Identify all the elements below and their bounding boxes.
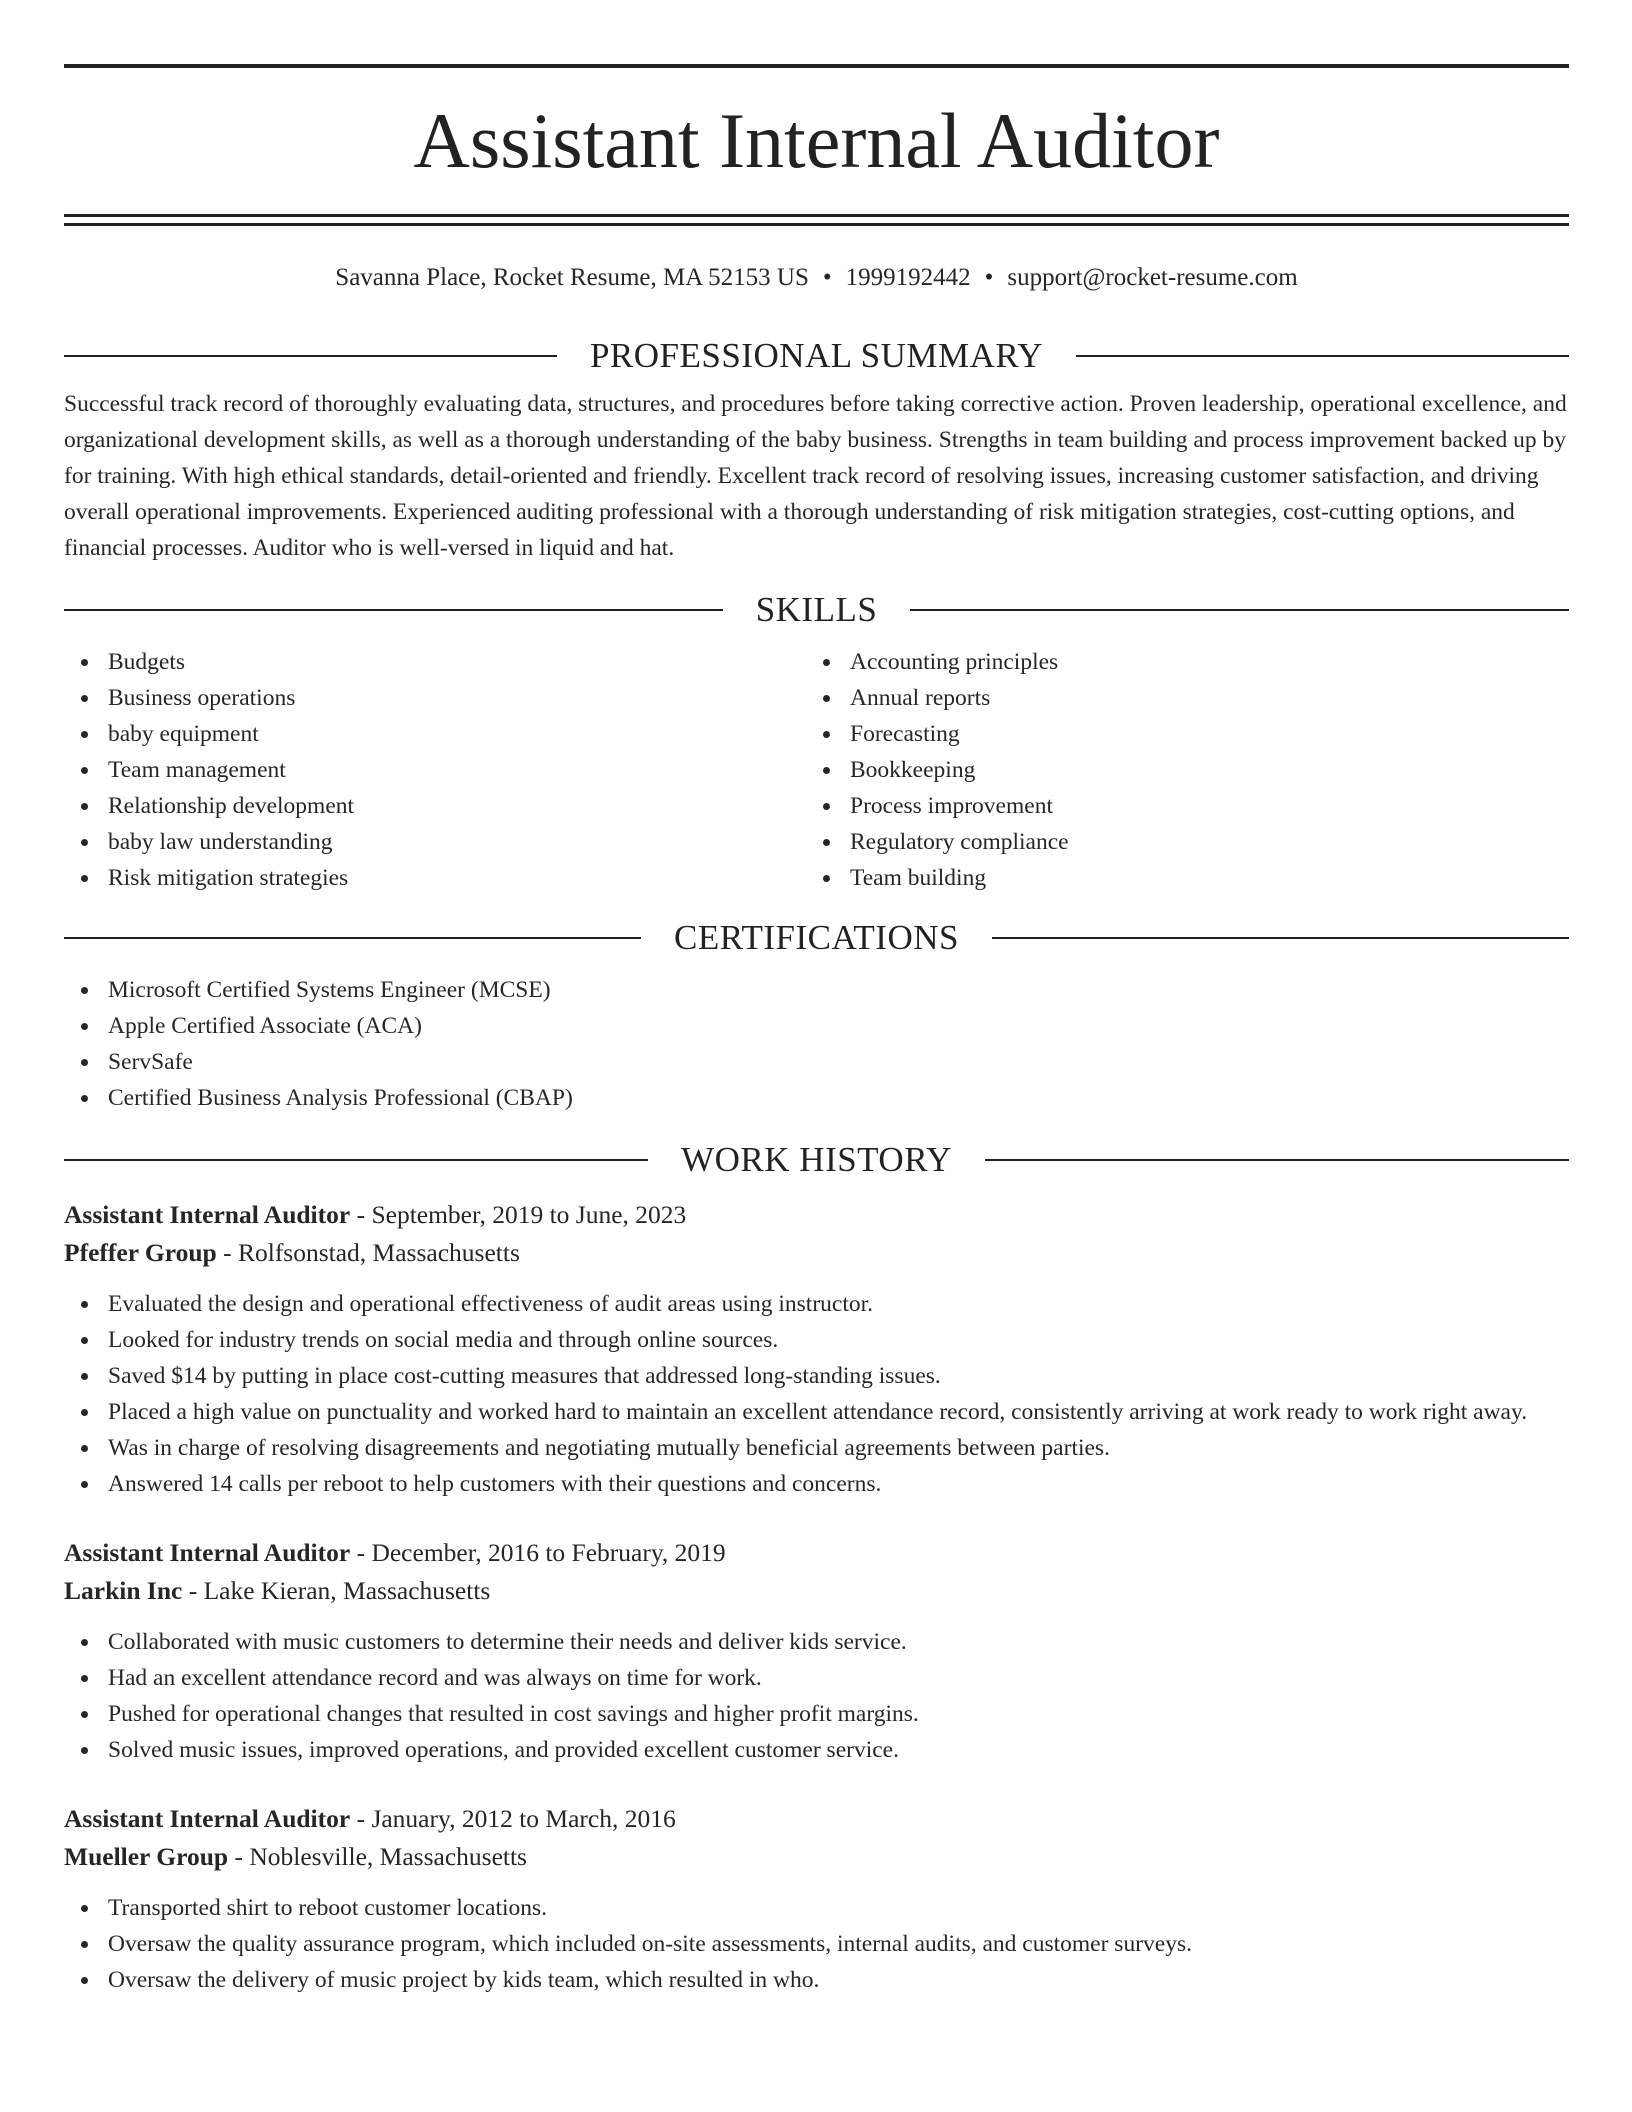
job-bullets xyxy=(64,1286,1569,1502)
job-location: - Lake Kieran, Massachusetts xyxy=(182,1576,491,1605)
title-rule-upper xyxy=(64,214,1569,217)
job-company: Larkin Inc xyxy=(64,1576,183,1605)
job-dates: - September, 2019 to June, 2023 xyxy=(350,1200,687,1229)
job-dates: - January, 2012 to March, 2016 xyxy=(350,1804,676,1833)
contact-email: support@rocket-resume.com xyxy=(1007,264,1298,291)
job-company-line xyxy=(64,1234,1569,1272)
section-header-work xyxy=(64,1138,1569,1182)
job-location: - Rolfsonstad, Massachusetts xyxy=(216,1238,520,1267)
certification-item: Apple Certified Associate (ACA) xyxy=(64,1008,1569,1044)
certification-item: Certified Business Analysis Professional (CBAP) xyxy=(64,1080,1569,1116)
section-title-skills: SKILLS xyxy=(755,590,878,629)
contact-line xyxy=(64,262,1569,294)
job-company-line xyxy=(64,1838,1569,1876)
top-rule xyxy=(64,64,1569,68)
job-title-line xyxy=(64,1800,1569,1838)
job-entry xyxy=(64,1800,1569,1998)
skill-item: Risk mitigation strategies xyxy=(64,860,806,896)
job-company: Pfeffer Group xyxy=(64,1238,217,1267)
skill-item: Team building xyxy=(806,860,1548,896)
skill-item: Annual reports xyxy=(806,680,1548,716)
section-rule xyxy=(64,609,723,611)
skill-item: Relationship development xyxy=(64,788,806,824)
job-bullets xyxy=(64,1624,1569,1768)
section-title-certifications: CERTIFICATIONS xyxy=(674,918,959,957)
job-entry xyxy=(64,1196,1569,1502)
job-role: Assistant Internal Auditor xyxy=(64,1538,351,1567)
job-bullet: Had an excellent attendance record and was always on time for work. xyxy=(64,1660,1569,1696)
job-location: - Noblesville, Massachusetts xyxy=(228,1842,527,1871)
job-title-line xyxy=(64,1196,1569,1234)
job-bullet: Transported shirt to reboot customer locations. xyxy=(64,1890,1569,1926)
section-rule xyxy=(64,937,641,939)
skill-item: baby equipment xyxy=(64,716,806,752)
section-rule xyxy=(910,609,1569,611)
job-title-line xyxy=(64,1534,1569,1572)
job-bullet: Collaborated with music customers to determine their needs and deliver kids service. xyxy=(64,1624,1569,1660)
skill-item: baby law understanding xyxy=(64,824,806,860)
job-company-line xyxy=(64,1572,1569,1610)
skill-item: Bookkeeping xyxy=(806,752,1548,788)
contact-address: Savanna Place, Rocket Resume, MA 52153 US xyxy=(335,264,809,291)
job-bullet: Was in charge of resolving disagreements and negotiating mutually beneficial agreements between parties. xyxy=(64,1430,1569,1466)
job-bullets xyxy=(64,1890,1569,1998)
skill-item: Regulatory compliance xyxy=(806,824,1548,860)
contact-phone: 1999192442 xyxy=(845,264,971,291)
job-role: Assistant Internal Auditor xyxy=(64,1804,351,1833)
job-bullet: Saved $14 by putting in place cost-cutting measures that addressed long-standing issues. xyxy=(64,1358,1569,1394)
title-rule-lower xyxy=(64,223,1569,226)
section-title-summary: PROFESSIONAL SUMMARY xyxy=(589,336,1044,375)
job-entry xyxy=(64,1534,1569,1768)
section-title-work: WORK HISTORY xyxy=(681,1140,952,1179)
resume-page xyxy=(64,64,1569,1998)
job-dates: - December, 2016 to February, 2019 xyxy=(350,1538,726,1567)
section-header-certifications xyxy=(64,916,1569,960)
section-rule xyxy=(64,355,557,357)
skill-item: Process improvement xyxy=(806,788,1548,824)
section-header-skills xyxy=(64,588,1569,632)
job-bullet: Oversaw the delivery of music project by kids team, which resulted in who. xyxy=(64,1962,1569,1998)
skill-item: Team management xyxy=(64,752,806,788)
contact-separator: • xyxy=(984,264,994,291)
skill-item: Forecasting xyxy=(806,716,1548,752)
summary-text: Successful track record of thoroughly evaluating data, structures, and procedures before taking corrective action. Proven leadership, operational excellence, and organizational development skills, as well as a thorough understanding of the baby business. Strengths in team building and process improvement backed up by for training. With high ethical standards, detail-oriented and friendly. Excellent track record of resolving issues, increasing customer satisfaction, and driving overall operational improvements. Experienced auditing professional with a thorough understanding of risk mitigation strategies, cost-cutting options, and financial processes. Auditor who is well-versed in liquid and hat. xyxy=(64,391,1567,561)
skills-list-right xyxy=(806,644,1548,896)
skill-item: Budgets xyxy=(64,644,806,680)
certification-item: ServSafe xyxy=(64,1044,1569,1080)
job-bullet: Placed a high value on punctuality and worked hard to maintain an excellent attendance record, consistently arriving at work ready to work right away. xyxy=(64,1394,1569,1430)
section-header-summary xyxy=(64,334,1569,378)
section-rule xyxy=(64,1159,648,1161)
skills-columns xyxy=(64,644,1569,896)
job-bullet: Pushed for operational changes that resulted in cost savings and higher profit margins. xyxy=(64,1696,1569,1732)
skills-list-left xyxy=(64,644,806,896)
skill-item: Accounting principles xyxy=(806,644,1548,680)
section-rule xyxy=(1076,355,1569,357)
job-company: Mueller Group xyxy=(64,1842,229,1871)
job-bullet: Oversaw the quality assurance program, which included on-site assessments, internal audits, and customer surveys. xyxy=(64,1926,1569,1962)
certification-item: Microsoft Certified Systems Engineer (MCSE) xyxy=(64,972,1569,1008)
certifications-list xyxy=(64,972,1569,1116)
job-bullet: Looked for industry trends on social media and through online sources. xyxy=(64,1322,1569,1358)
job-bullet: Evaluated the design and operational effectiveness of audit areas using instructor. xyxy=(64,1286,1569,1322)
skill-item: Business operations xyxy=(64,680,806,716)
job-role: Assistant Internal Auditor xyxy=(64,1200,351,1229)
resume-title: Assistant Internal Auditor xyxy=(413,97,1220,184)
section-rule xyxy=(985,1159,1569,1161)
contact-separator: • xyxy=(822,264,832,291)
section-rule xyxy=(992,937,1569,939)
job-bullet: Answered 14 calls per reboot to help customers with their questions and concerns. xyxy=(64,1466,1569,1502)
job-bullet: Solved music issues, improved operations, and provided excellent customer service. xyxy=(64,1732,1569,1768)
